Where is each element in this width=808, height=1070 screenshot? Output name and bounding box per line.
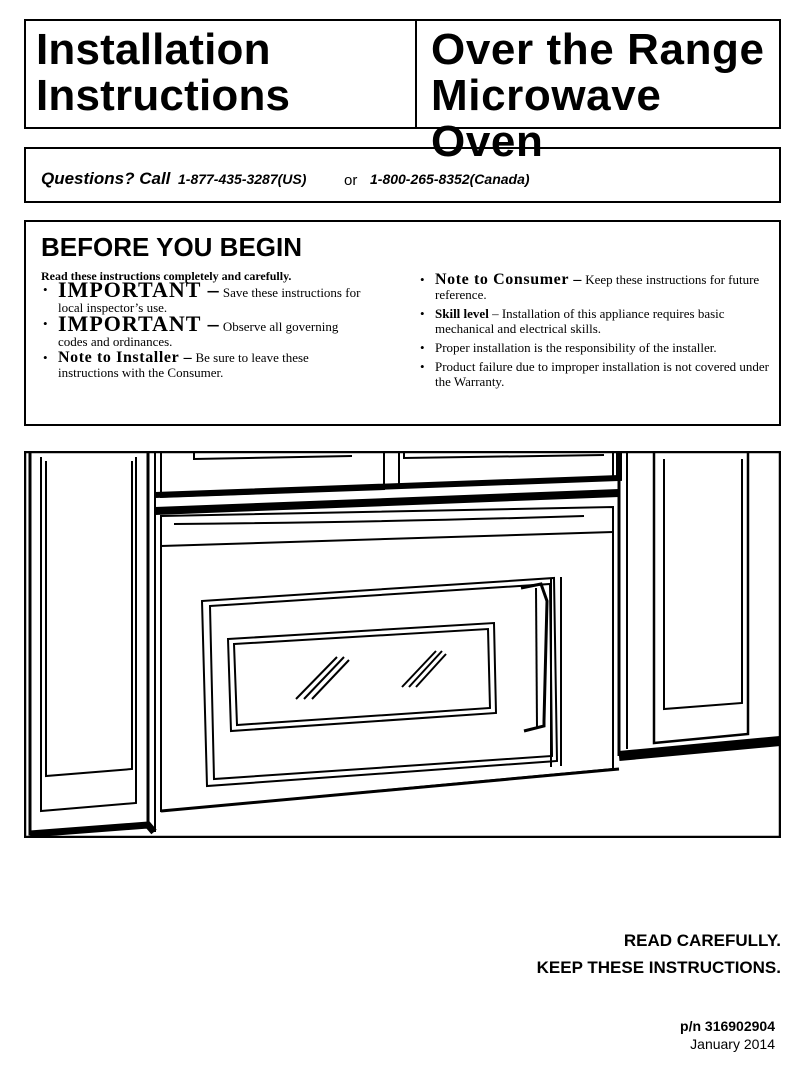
bullet: • xyxy=(420,340,425,355)
questions-label: Questions? Call xyxy=(41,169,171,188)
part-number: p/n 316902904 xyxy=(680,1018,775,1034)
bullet: • xyxy=(43,316,48,331)
footer-line2: KEEP THESE INSTRUCTIONS. xyxy=(536,958,781,977)
title-right xyxy=(417,21,779,166)
bullet: • xyxy=(43,350,48,365)
title-installation: Installation xyxy=(36,25,271,74)
phone-canada: 1-800-265-8352(Canada) xyxy=(370,171,530,187)
print-date: January 2014 xyxy=(690,1036,775,1052)
item-head: Skill level xyxy=(435,306,489,321)
title-instructions: Instructions xyxy=(36,71,291,120)
microwave-illustration xyxy=(24,451,781,838)
product-line1: Over the Range xyxy=(431,25,765,74)
left-list xyxy=(41,277,371,381)
title-header xyxy=(24,19,781,166)
item-text: Observe all governing codes and ordinances. xyxy=(58,319,339,349)
item-text: Keep these instructions for future reference. xyxy=(435,272,760,302)
before-lead: Read these instructions completely and carefully. xyxy=(41,269,292,283)
contact-box xyxy=(24,147,781,203)
before-title: BEFORE YOU BEGIN xyxy=(41,232,303,262)
bullet: • xyxy=(420,306,425,321)
item-text: Product failure due to improper installation is not covered under the Warranty. xyxy=(435,359,769,389)
list-item xyxy=(418,272,778,302)
item-head: Note to Installer – xyxy=(58,349,193,366)
list-item xyxy=(41,311,371,349)
item-text: – Installation of this appliance requires basic mechanical and electrical skills. xyxy=(435,306,725,336)
item-text: Be sure to leave these instructions with the Consumer. xyxy=(58,350,309,380)
item-text: Proper installation is the responsibility of the installer. xyxy=(435,340,717,355)
item-head: Note to Consumer – xyxy=(435,271,582,288)
item-text: Save these instructions for local inspector’s use. xyxy=(58,285,361,315)
list-item xyxy=(418,306,778,336)
list-item xyxy=(41,350,371,380)
list-item xyxy=(418,359,778,389)
product-line2: Microwave Oven xyxy=(431,71,662,166)
item-head: IMPORTANT – xyxy=(58,277,220,302)
before-you-begin-box xyxy=(24,220,781,426)
bullet: • xyxy=(43,282,48,297)
phone-us: 1-877-435-3287(US) xyxy=(178,171,307,187)
or-text: or xyxy=(344,172,358,189)
read-carefully xyxy=(537,927,781,981)
bullet: • xyxy=(420,359,425,374)
bullet: • xyxy=(420,272,425,287)
title-left xyxy=(26,21,417,127)
footer-line1: READ CAREFULLY. xyxy=(623,931,781,950)
item-head: IMPORTANT – xyxy=(58,311,220,336)
right-list xyxy=(418,272,778,390)
list-item xyxy=(418,340,778,355)
